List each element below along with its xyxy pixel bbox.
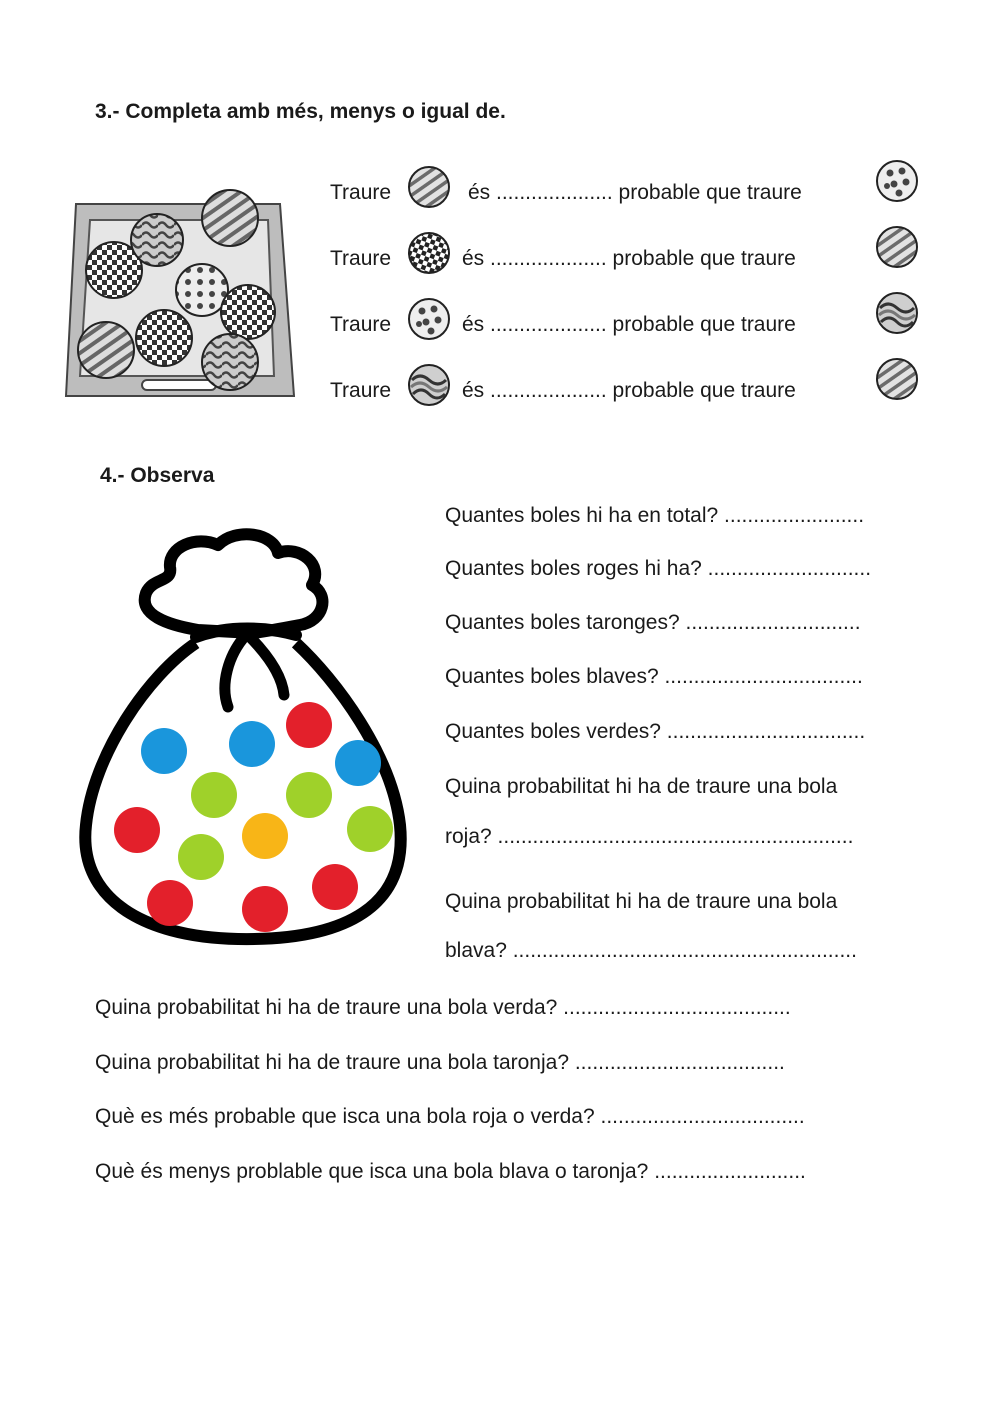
question-full-1: Quina probabilitat hi ha de traure una bola verda? ....................................... [95,996,791,1019]
row-2-statement: és .................... probable que traure [462,247,796,270]
question-5: Quantes boles verdes? .................................. [445,720,866,743]
green-ball [347,806,393,852]
bag-of-balls-illustration [78,525,408,955]
checkered-ball-icon [406,230,452,276]
red-ball [147,880,193,926]
blue-ball [141,728,187,774]
section-4-heading: 4.- Observa [100,464,215,487]
orange-ball [242,813,288,859]
question-7: roja? ............................................................. [445,825,854,848]
section-3-heading: 3.- Completa amb més, menys o igual de. [95,100,506,123]
question-full-2: Quina probabilitat hi ha de traure una bola taronja? .................................... [95,1051,785,1074]
row-1-statement: és .................... probable que traure [468,181,802,204]
row-4-label: Traure [330,379,392,402]
red-ball [114,807,160,853]
question-8: Quina probabilitat hi ha de traure una bola [445,890,838,913]
wavy-ball-icon [874,290,920,336]
question-6: Quina probabilitat hi ha de traure una bola [445,775,838,798]
blue-ball [335,740,381,786]
question-1: Quantes boles hi ha en total? ........................ [445,504,865,527]
red-ball [286,702,332,748]
row-3-statement: és .................... probable que traure [462,313,796,336]
question-4: Quantes boles blaves? .................................. [445,665,863,688]
question-9: blava? ........................................................... [445,939,857,962]
wavy-ball-icon [406,362,452,408]
row-4-statement: és .................... probable que traure [462,379,796,402]
green-ball [286,772,332,818]
question-full-4: Què és menys problable que isca una bola blava o taronja? .......................... [95,1160,806,1183]
striped-ball-icon [874,224,920,270]
row-2-label: Traure [330,247,392,270]
striped-ball-icon [406,164,452,210]
green-ball [191,772,237,818]
dotted-ball-icon [406,296,452,342]
dotted-ball-icon [874,158,920,204]
row-3-label: Traure [330,313,392,336]
green-ball [178,834,224,880]
red-ball [242,886,288,932]
tray-of-balls-illustration [62,180,302,416]
question-3: Quantes boles taronges? .............................. [445,611,861,634]
blue-ball [229,721,275,767]
question-2: Quantes boles roges hi ha? ............................ [445,557,872,580]
striped-ball-icon [874,356,920,402]
red-ball [312,864,358,910]
row-1-label: Traure [330,181,392,204]
question-full-3: Què es més probable que isca una bola roja o verda? ................................... [95,1105,805,1128]
